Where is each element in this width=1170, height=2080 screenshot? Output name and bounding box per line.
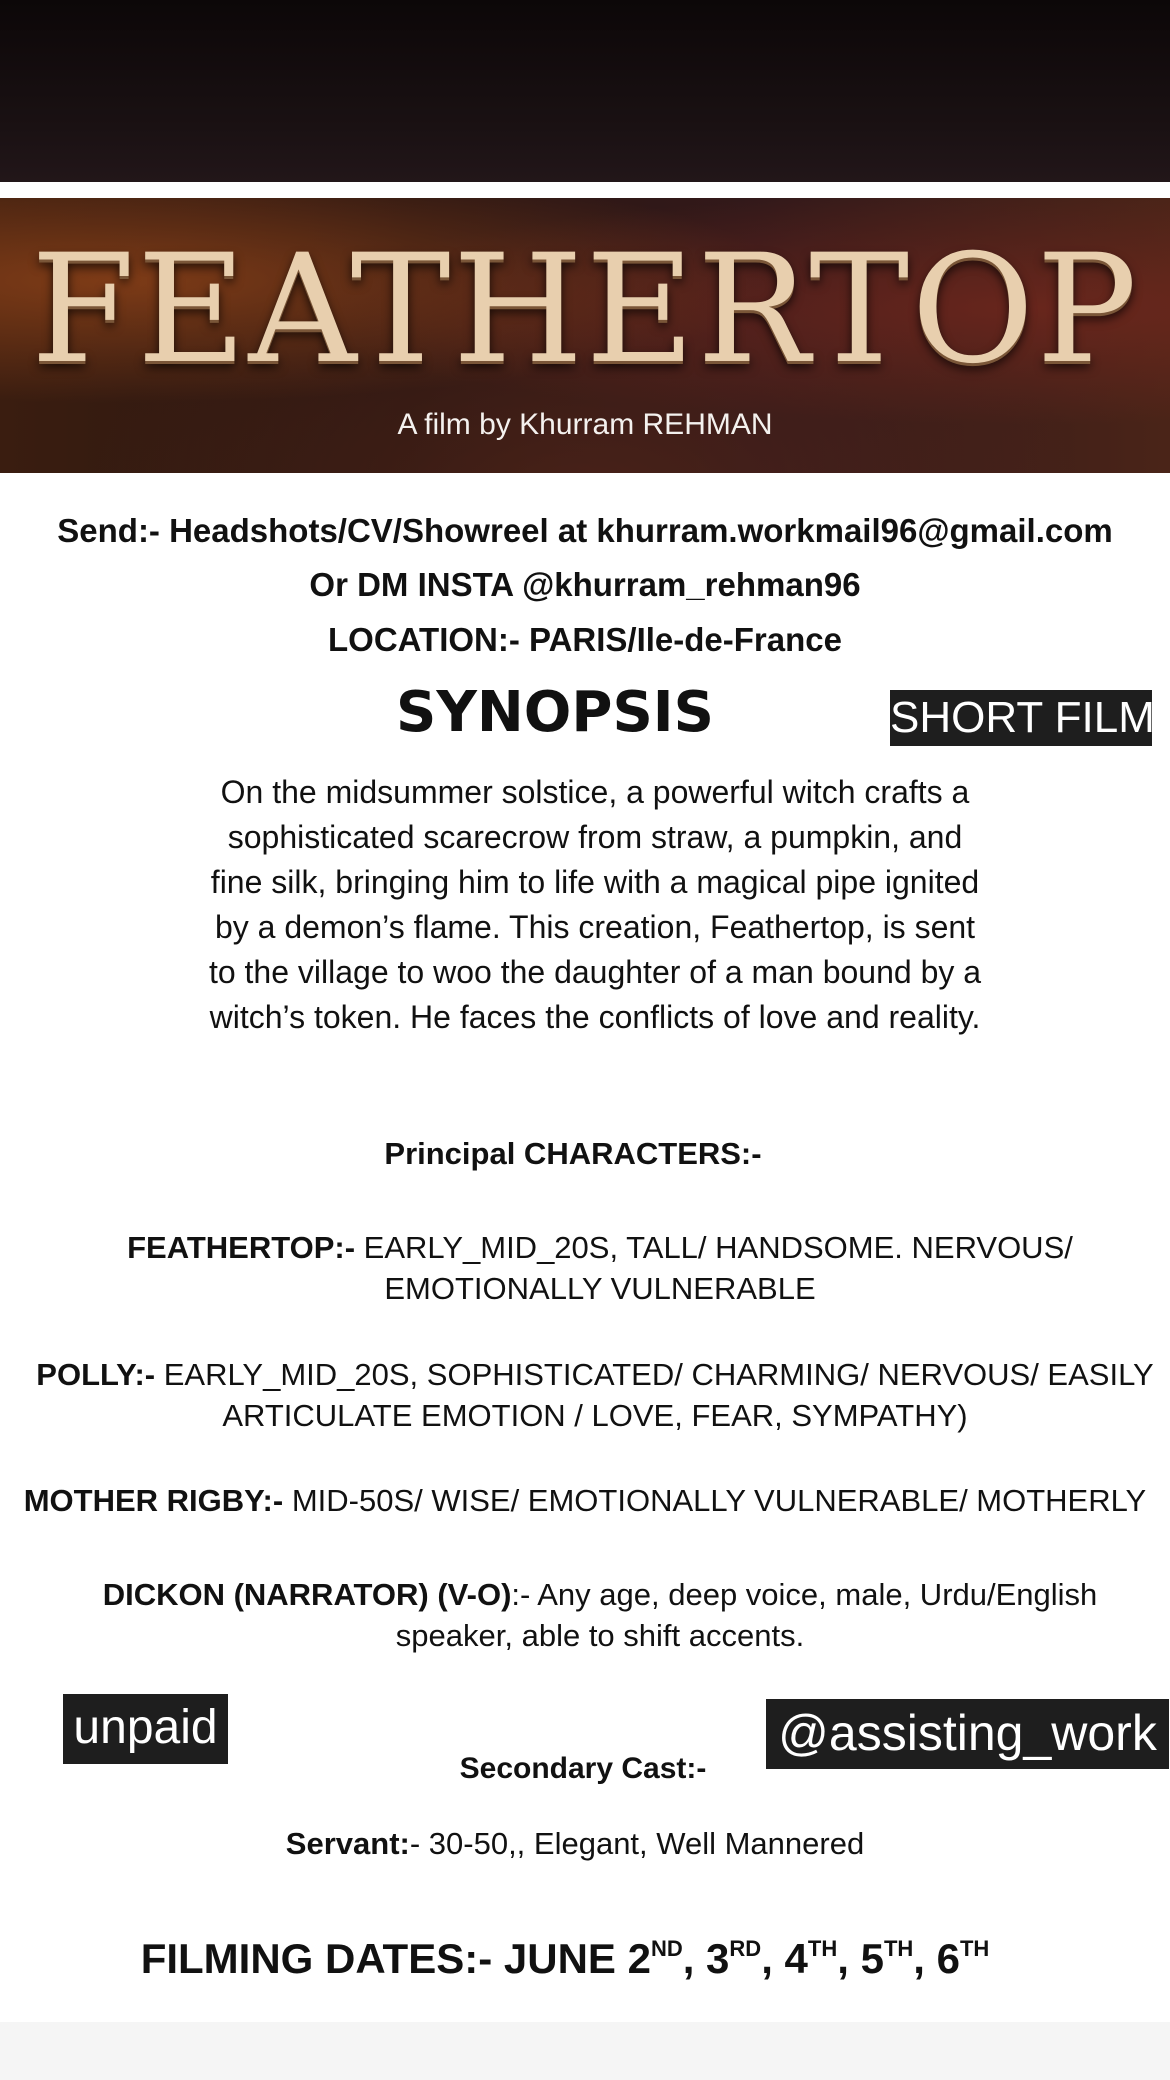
secondary-heading xyxy=(0,1752,1170,1786)
dates-text: , 5 xyxy=(837,1935,884,1982)
servant-line xyxy=(0,1826,1150,1862)
dates-text: , 6 xyxy=(913,1935,960,1982)
character-name: FEATHERTOP:- xyxy=(127,1230,356,1265)
bottom-strip xyxy=(0,2022,1170,2080)
character-name: POLLY:- xyxy=(36,1357,156,1392)
secondary-heading-text: Secondary Cast:- xyxy=(459,1752,707,1785)
character-name: DICKON (NARRATOR) (V-O) xyxy=(102,1577,512,1612)
short-film-tag: SHORT FILM xyxy=(890,690,1152,746)
character-mother-rigby xyxy=(0,1480,1170,1521)
send-line: Send:- Headshots/CV/Showreel at khurram.workmail96@gmail.com xyxy=(57,512,1113,549)
ordinal-suffix: TH xyxy=(883,1936,914,1961)
character-polly xyxy=(20,1354,1170,1436)
title-banner xyxy=(0,198,1170,473)
servant-description: - 30-50,, Elegant, Well Mannered xyxy=(409,1826,865,1861)
character-feathertop xyxy=(100,1227,1100,1309)
ordinal-suffix: ND xyxy=(650,1936,683,1961)
dates-text: , 4 xyxy=(761,1935,808,1982)
character-description: MID-50S/ WISE/ EMOTIONALLY VULNERABLE/ MOTHERLY xyxy=(283,1483,1147,1518)
synopsis-heading: SYNOPSIS xyxy=(396,680,714,745)
character-description: EARLY_MID_20S, SOPHISTICATED/ CHARMING/ NERVOUS/ EASILY ARTICULATE EMOTION / LOVE, FEAR, SYMPATHY) xyxy=(155,1357,1154,1433)
ordinal-suffix: TH xyxy=(807,1936,838,1961)
film-credit: A film by Khurram REHMAN xyxy=(397,408,773,441)
synopsis-text: On the midsummer solstice, a powerful witch crafts a sophisticated scarecrow from straw, a pumpkin, and fine silk, bringing him to life with a magical pipe ignited by a demon’s flame. This creation, Feathertop, is sent to the village to woo the daughter of a man bound by a witch’s token. He faces the conflicts of love and reality. xyxy=(208,774,982,1035)
character-description: :- Any age, deep voice, male, Urdu/English speaker, able to shift accents. xyxy=(395,1577,1098,1653)
character-description: EARLY_MID_20S, TALL/ HANDSOME. NERVOUS/ EMOTIONALLY VULNERABLE xyxy=(355,1230,1073,1306)
filming-dates xyxy=(0,1935,1150,1983)
servant-name: Servant: xyxy=(285,1826,410,1861)
unpaid-sticker: unpaid xyxy=(63,1694,228,1764)
dm-line: Or DM INSTA @khurram_rehman96 xyxy=(309,566,861,603)
dates-text: , 3 xyxy=(682,1935,730,1982)
separator xyxy=(0,182,1170,198)
top-dark-band xyxy=(0,0,1170,182)
dates-text: FILMING DATES:- JUNE 2 xyxy=(140,1935,651,1982)
character-name: MOTHER RIGBY:- xyxy=(23,1483,284,1518)
principal-heading: Principal CHARACTERS:- xyxy=(384,1136,762,1171)
ordinal-suffix: TH xyxy=(959,1936,990,1961)
handle-sticker: @assisting_work xyxy=(766,1699,1169,1769)
character-dickon xyxy=(60,1574,1140,1656)
ordinal-suffix: RD xyxy=(729,1936,762,1961)
location-line: LOCATION:- PARIS/Ile-de-France xyxy=(328,621,842,658)
film-title: FEATHERTOP xyxy=(30,223,1140,397)
